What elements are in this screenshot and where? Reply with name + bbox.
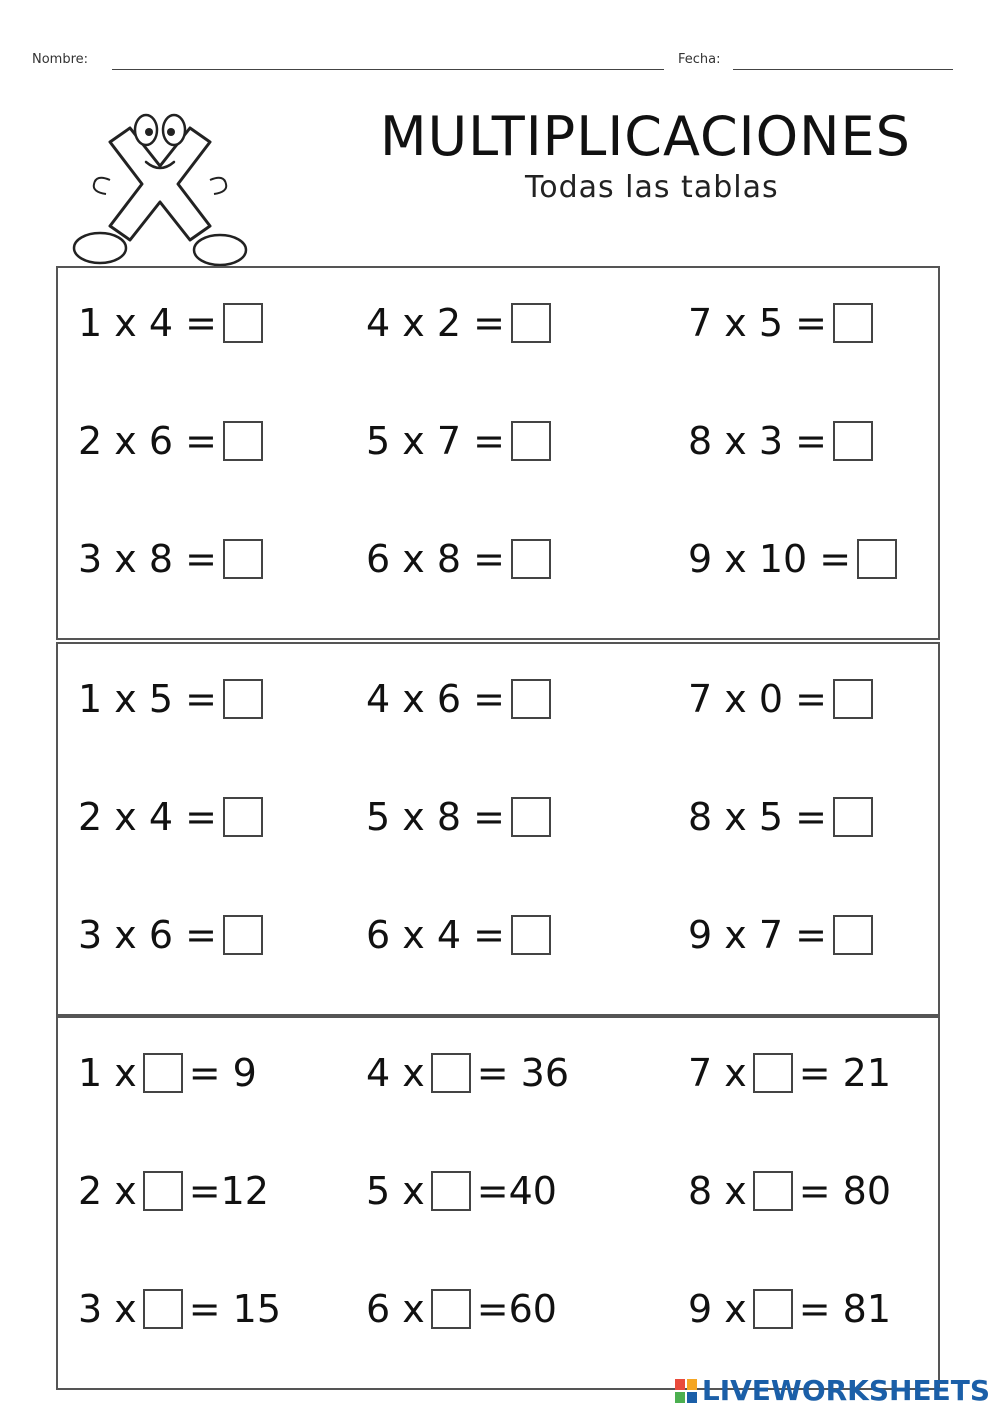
- problem: [366, 534, 557, 584]
- page-title: MULTIPLICACIONES: [380, 105, 911, 168]
- problem: [366, 1284, 557, 1334]
- answer-box[interactable]: [223, 915, 263, 955]
- answer-box[interactable]: [143, 1171, 183, 1211]
- problem: [366, 416, 557, 466]
- answer-box[interactable]: [511, 797, 551, 837]
- answer-box[interactable]: [753, 1289, 793, 1329]
- problem: [688, 910, 879, 960]
- problem-expression: 4 x 6 =: [366, 677, 505, 721]
- problem-expression: 1 x: [78, 1051, 137, 1095]
- problem: [366, 298, 557, 348]
- problem: [78, 534, 269, 584]
- problem-expression: 6 x 4 =: [366, 913, 505, 957]
- problem-panel: [56, 1016, 940, 1390]
- problem-expression: 6 x: [366, 1287, 425, 1331]
- problem-expression: 2 x: [78, 1169, 137, 1213]
- problem-expression: 7 x: [688, 1051, 747, 1095]
- problem-expression: 5 x 8 =: [366, 795, 505, 839]
- problem: [688, 1284, 891, 1334]
- problem-expression: 3 x 8 =: [78, 537, 217, 581]
- name-line[interactable]: [112, 69, 664, 70]
- problem-expression: 1 x 5 =: [78, 677, 217, 721]
- problem-result: = 21: [798, 1051, 892, 1095]
- problem: [688, 792, 879, 842]
- problem-expression: 8 x: [688, 1169, 747, 1213]
- answer-box[interactable]: [857, 539, 897, 579]
- answer-box[interactable]: [511, 679, 551, 719]
- answer-box[interactable]: [753, 1171, 793, 1211]
- date-label: Fecha:: [678, 52, 721, 67]
- answer-box[interactable]: [431, 1171, 471, 1211]
- problem-result: = 9: [188, 1051, 257, 1095]
- answer-box[interactable]: [833, 679, 873, 719]
- problem: [78, 1284, 281, 1334]
- answer-box[interactable]: [223, 679, 263, 719]
- problem: [78, 298, 269, 348]
- page-subtitle: Todas las tablas: [525, 170, 779, 205]
- problem-expression: 7 x 5 =: [688, 301, 827, 345]
- answer-box[interactable]: [223, 797, 263, 837]
- liveworksheets-icon: [674, 1378, 698, 1404]
- problem: [366, 1048, 569, 1098]
- problem: [688, 1048, 891, 1098]
- problem-panel: [56, 642, 940, 1016]
- answer-box[interactable]: [833, 797, 873, 837]
- problem-expression: 8 x 3 =: [688, 419, 827, 463]
- answer-box[interactable]: [833, 303, 873, 343]
- answer-box[interactable]: [143, 1289, 183, 1329]
- answer-box[interactable]: [753, 1053, 793, 1093]
- problem: [78, 910, 269, 960]
- problem: [366, 792, 557, 842]
- name-label: Nombre:: [32, 52, 89, 67]
- problem-result: = 36: [476, 1051, 570, 1095]
- problem-expression: 2 x 4 =: [78, 795, 217, 839]
- problem-panel: [56, 266, 940, 640]
- problem-expression: 6 x 8 =: [366, 537, 505, 581]
- problem-expression: 9 x 7 =: [688, 913, 827, 957]
- problem-expression: 5 x: [366, 1169, 425, 1213]
- problem-result: =40: [476, 1169, 557, 1213]
- answer-box[interactable]: [431, 1053, 471, 1093]
- problem: [366, 674, 557, 724]
- liveworksheets-logo: [674, 1374, 990, 1407]
- answer-box[interactable]: [511, 539, 551, 579]
- problem-expression: 1 x 4 =: [78, 301, 217, 345]
- problem: [688, 416, 879, 466]
- problem-result: = 80: [798, 1169, 892, 1213]
- brand-name: LIVEWORKSHEETS: [701, 1374, 990, 1407]
- problem: [688, 298, 879, 348]
- answer-box[interactable]: [833, 915, 873, 955]
- problem-expression: 2 x 6 =: [78, 419, 217, 463]
- answer-box[interactable]: [143, 1053, 183, 1093]
- problem-expression: 9 x: [688, 1287, 747, 1331]
- problem-result: =12: [188, 1169, 269, 1213]
- problem: [78, 1048, 257, 1098]
- date-line[interactable]: [733, 69, 953, 70]
- problem: [366, 1166, 557, 1216]
- problem-expression: 3 x: [78, 1287, 137, 1331]
- answer-box[interactable]: [511, 421, 551, 461]
- answer-box[interactable]: [511, 915, 551, 955]
- multiplication-mascot-icon: [70, 100, 250, 272]
- answer-box[interactable]: [223, 539, 263, 579]
- answer-box[interactable]: [833, 421, 873, 461]
- problem: [78, 1166, 269, 1216]
- problem-expression: 4 x 2 =: [366, 301, 505, 345]
- problem: [78, 792, 269, 842]
- problem-expression: 7 x 0 =: [688, 677, 827, 721]
- answer-box[interactable]: [223, 303, 263, 343]
- problem-expression: 8 x 5 =: [688, 795, 827, 839]
- answer-box[interactable]: [511, 303, 551, 343]
- problem-expression: 5 x 7 =: [366, 419, 505, 463]
- problem-expression: 9 x 10 =: [688, 537, 852, 581]
- problem: [78, 674, 269, 724]
- answer-box[interactable]: [223, 421, 263, 461]
- problem-expression: 3 x 6 =: [78, 913, 217, 957]
- problem-expression: 4 x: [366, 1051, 425, 1095]
- problem: [78, 416, 269, 466]
- problem: [688, 674, 879, 724]
- problem-result: =60: [476, 1287, 557, 1331]
- problem: [366, 910, 557, 960]
- answer-box[interactable]: [431, 1289, 471, 1329]
- problem: [688, 534, 903, 584]
- problem-result: = 15: [188, 1287, 282, 1331]
- problem-result: = 81: [798, 1287, 892, 1331]
- problem: [688, 1166, 891, 1216]
